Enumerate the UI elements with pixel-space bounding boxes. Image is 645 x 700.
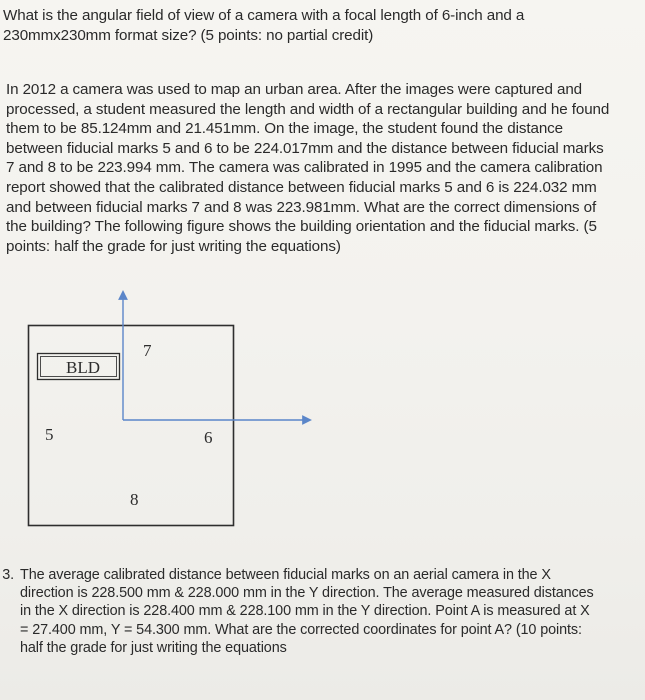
- question-2-line: them to be 85.124mm and 21.451mm. On the image, the student found the distance: [6, 120, 564, 138]
- fiducial-mark-7: 7: [143, 341, 152, 360]
- question-1-line: 230mmx230mm format size? (5 points: no partial credit): [3, 26, 374, 44]
- question-2-line: report showed that the calibrated distance between fiducial marks 5 and 6 is 224.032 mm: [6, 178, 597, 196]
- fiducial-mark-5: 5: [45, 425, 54, 444]
- question-3-line: half the grade for just writing the equations: [20, 639, 287, 656]
- question-3-line: direction is 228.500 mm & 228.000 mm in the Y direction. The average measured distances: [20, 585, 594, 602]
- question-2-text: [6, 80, 618, 256]
- question-2-line: the building? The following figure shows the building orientation and the fiducial marks. (5: [6, 218, 597, 236]
- question-3-line: The average calibrated distance between fiducial marks on an aerial camera in the X: [20, 567, 551, 583]
- building-label: BLD: [66, 358, 100, 377]
- question-2-line: 7 and 8 to be 223.994 mm. The camera was calibrated in 1995 and the camera calibration: [6, 159, 603, 177]
- question-1-line: What is the angular field of view of a camera with a focal length of 6-inch and a: [3, 7, 525, 24]
- question-2-line: points: half the grade for just writing the equations): [6, 237, 341, 255]
- building-inner-outline: [41, 357, 117, 377]
- question-3-number: 3.: [2, 567, 14, 583]
- question-2-line: In 2012 a camera was used to map an urban area. After the images were captured and: [6, 81, 583, 98]
- question-3-text: [2, 566, 620, 657]
- question-2-line: and between fiducial marks 7 and 8 was 223.981mm. What are the correct dimensions of: [6, 198, 597, 216]
- building-outline: [38, 354, 120, 380]
- question-3-line: = 27.400 mm, Y = 54.300 mm. What are the corrected coordinates for point A? (10 points:: [20, 621, 582, 638]
- image-frame: [29, 326, 234, 526]
- question-1-text: [3, 6, 623, 45]
- fiducial-mark-6: 6: [204, 428, 213, 447]
- question-3-line: in the X direction is 228.400 mm & 228.100 mm in the Y direction. Point A is measured at X: [20, 603, 590, 620]
- question-2-line: between fiducial marks 5 and 6 to be 224.017mm and the distance between fiducial marks: [6, 139, 604, 157]
- question-2-line: processed, a student measured the length and width of a rectangular building and he found: [6, 100, 610, 118]
- fiducial-mark-8: 8: [130, 490, 139, 509]
